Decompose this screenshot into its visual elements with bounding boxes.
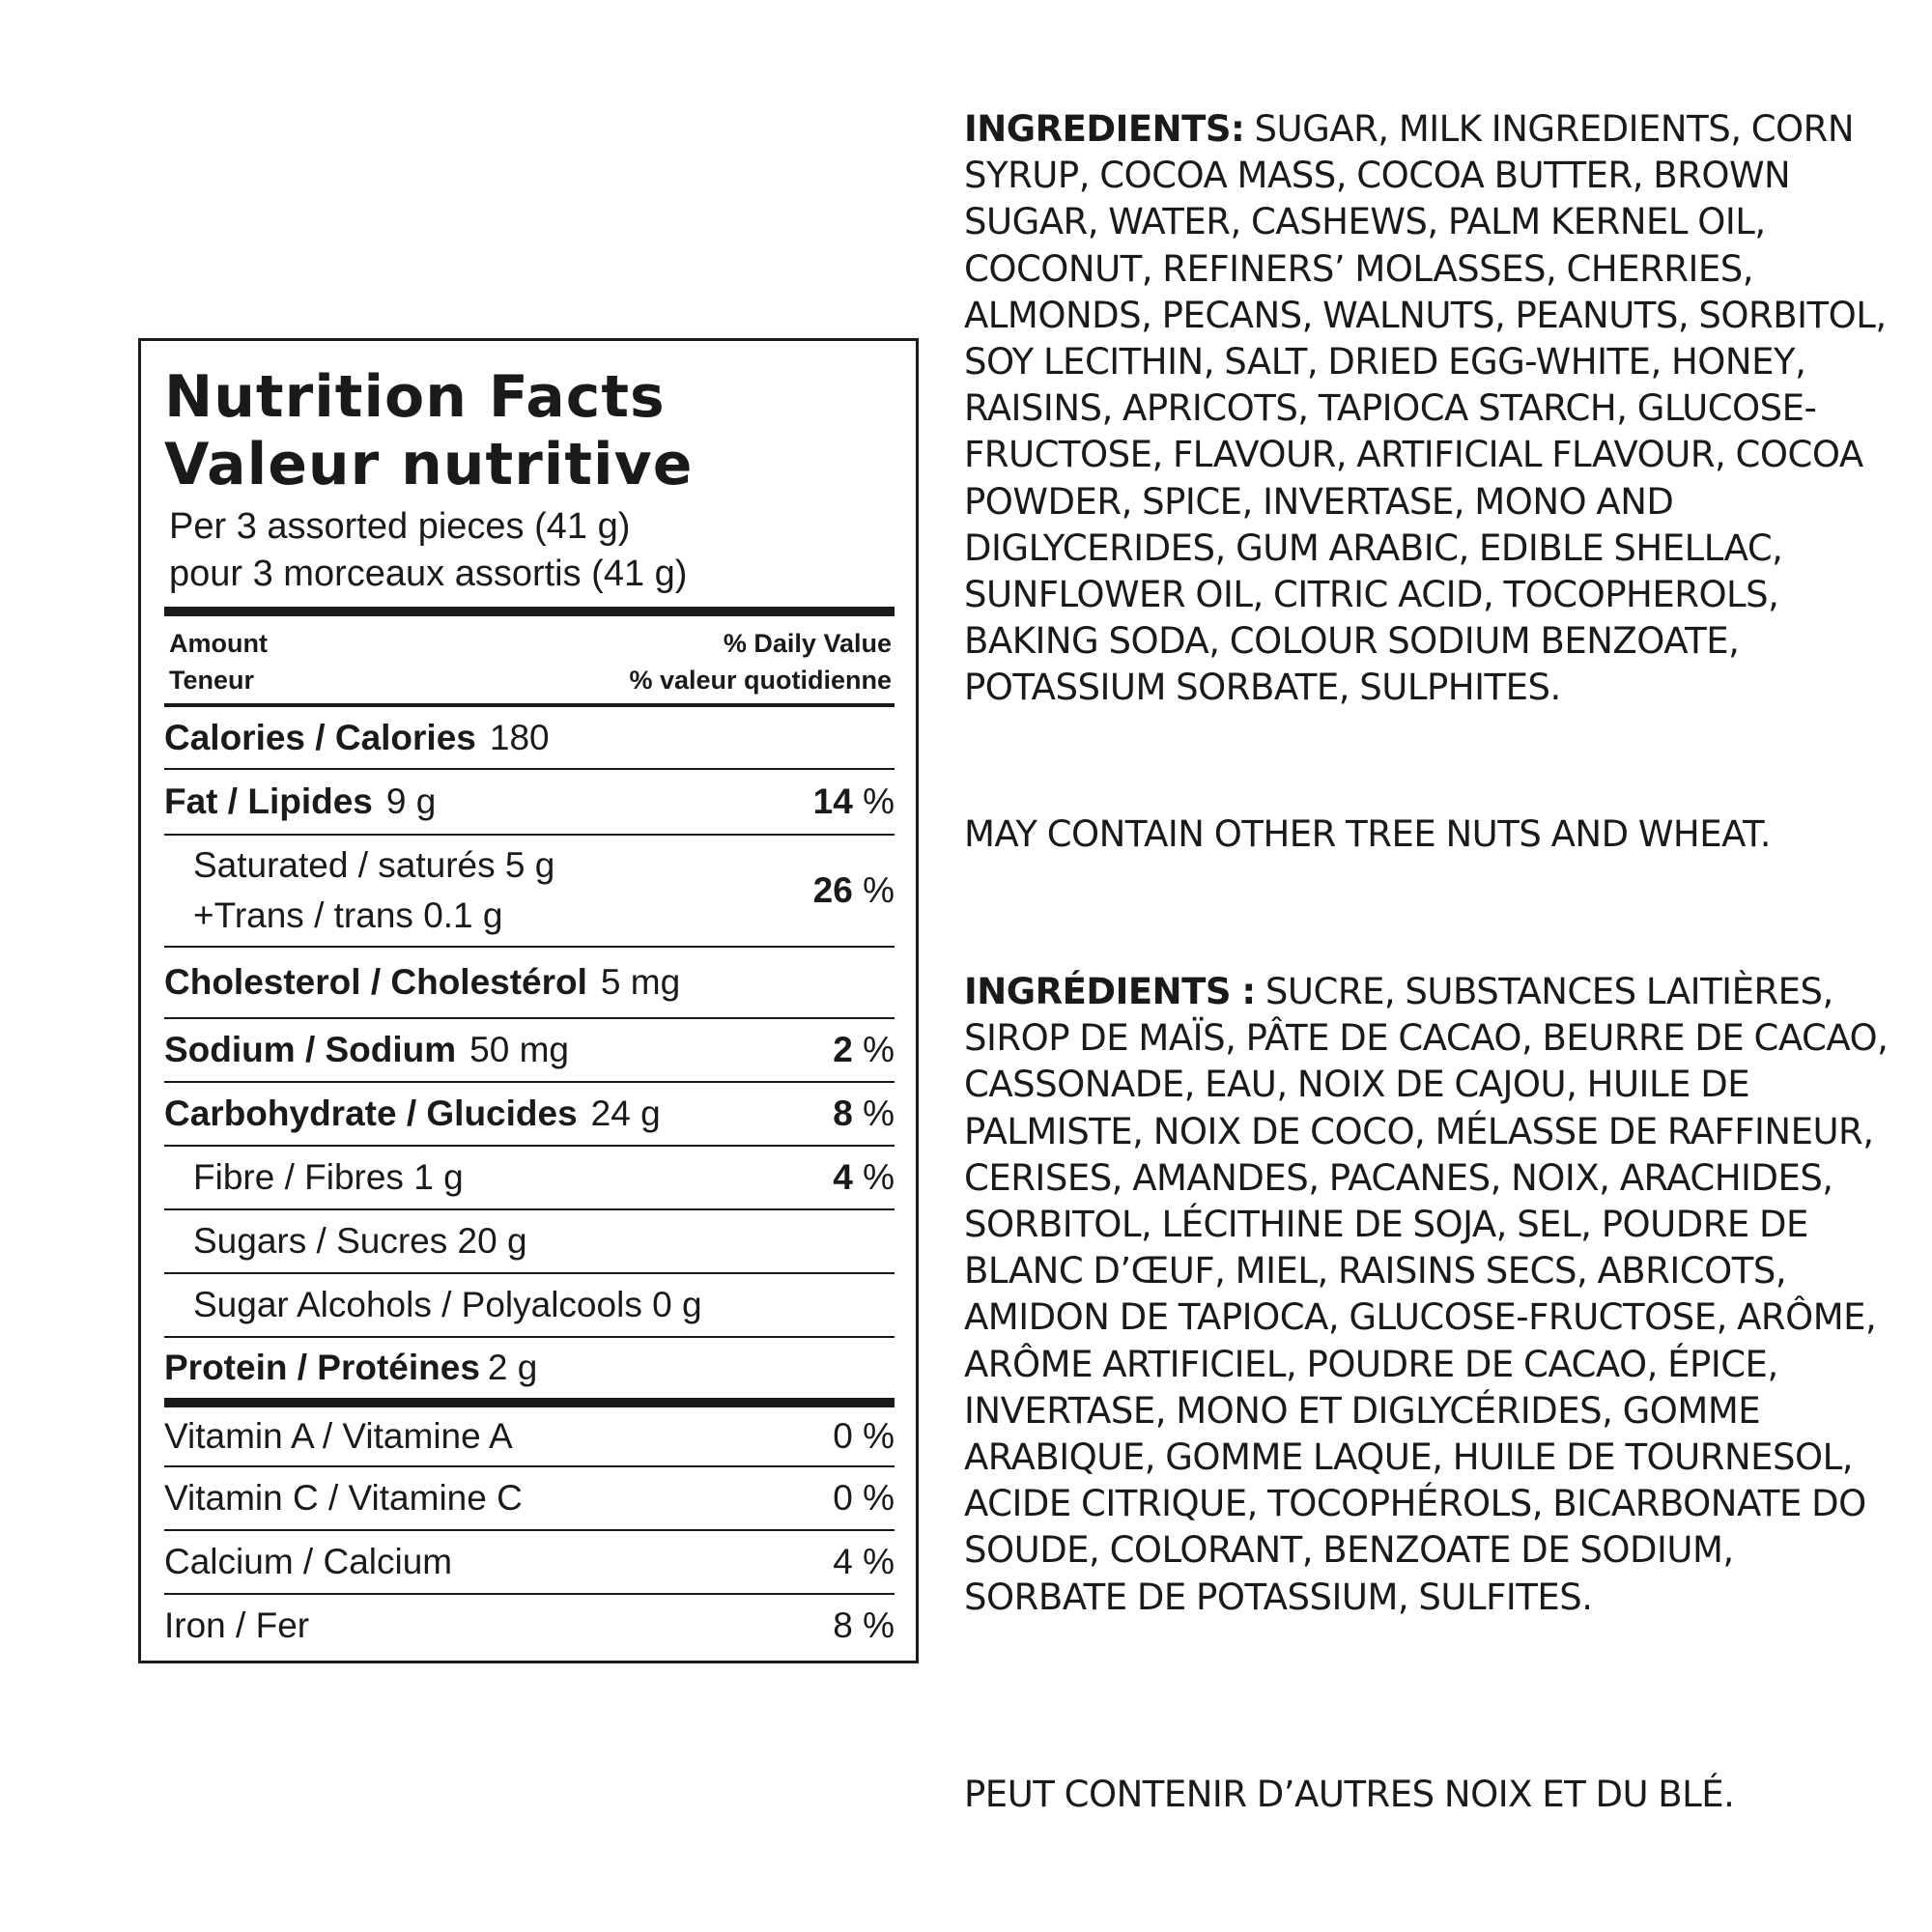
sugar-alcohols-row: [164, 1274, 895, 1336]
sodium-daily-value: 2 %: [833, 1030, 895, 1069]
nutrition-facts-panel: [138, 338, 919, 1663]
vitamin-label: Iron / Fer: [164, 1605, 310, 1645]
carbohydrate-label: Carbohydrate / Glucides: [164, 1094, 578, 1133]
calories-amount: 180: [489, 718, 550, 757]
serving-size-en: Per 3 assorted pieces (41 g): [169, 506, 631, 547]
serving-size-fr: pour 3 morceaux assortis (41 g): [169, 554, 688, 594]
saturated-label: Saturated / saturés 5 g: [193, 845, 555, 885]
ingredients-label-en: INGREDIENTS:: [964, 108, 1245, 150]
fibre-label: Fibre / Fibres 1 g: [193, 1157, 464, 1197]
fat-amount: 9 g: [385, 781, 437, 821]
sugars-label: Sugars / Sucres 20 g: [193, 1221, 527, 1261]
cholesterol-label: Cholesterol / Cholestérol: [164, 962, 587, 1002]
sodium-amount: 50 mg: [469, 1030, 570, 1069]
header-divider: [164, 703, 895, 707]
vitamin-daily-value: 4 %: [833, 1542, 895, 1581]
vitamin-row: [164, 1467, 895, 1529]
vitamin-label: Vitamin C / Vitamine C: [164, 1478, 523, 1518]
sodium-label: Sodium / Sodium: [164, 1030, 457, 1069]
protein-row: [164, 1338, 895, 1398]
ingredients-english: [964, 106, 1891, 712]
fat-daily-value: 14 %: [812, 781, 895, 821]
daily-value-header-fr: % valeur quotidienne: [629, 666, 892, 695]
ingredients-text-fr: SUCRE, SUBSTANCES LAITIÈRES, SIROP DE MAÏS, PÂTE DE CACAO, BEURRE DE CACAO, CASSONADE, EAU, NOIX DE CAJOU, HUILE DE PALMISTE, NOIX DE COCO, MÉLASSE DE RAFFINEUR, CERISES, AMANDES, PACANES, NOIX, ARACHIDES, SORBITOL, LÉCITHINE DE SOJA, SEL, POUDRE DE BLANC D’ŒUF, MIEL, RAISINS SECS, ABRICOTS, AMIDON DE TAPIOCA, GLUCOSE-FRUCTOSE, ARÔME, ARÔME ARTIFICIEL, POUDRE DE CACAO, ÉPICE, INVERTASE, MONO ET DIGLYCÉRIDES, GOMME ARABIQUE, GOMME LAQUE, HUILE DE TOURNESOL, ACIDE CITRIQUE, TOCOPHÉROLS, BICARBONATE DO SOUDE, COLORANT, BENZOATE DE SODIUM, SORBATE DE POTASSIUM, SULFITES.: [964, 971, 1889, 1618]
calories-row: [164, 708, 895, 768]
sugars-row: [164, 1210, 895, 1272]
ingredients-french: [964, 969, 1891, 1621]
amount-header-fr: Teneur: [169, 666, 255, 695]
saturated-daily-value: 26 %: [812, 870, 895, 910]
fibre-row: [164, 1147, 895, 1208]
vitamin-daily-value: 0 %: [833, 1416, 895, 1456]
protein-amount: 2 g: [487, 1348, 538, 1387]
ingredients-text-en: SUGAR, MILK INGREDIENTS, CORN SYRUP, COCOA MASS, COCOA BUTTER, BROWN SUGAR, WATER, CASHEWS, PALM KERNEL OIL, COCONUT, REFINERS’ MOLASSES, CHERRIES, ALMONDS, PECANS, WALNUTS, PEANUTS, SORBITOL, SOY LECITHIN, SALT, DRIED EGG-WHITE, HONEY, RAISINS, APRICOTS, TAPIOCA STARCH, GLUCOSE-FRUCTOSE, FLAVOUR, ARTIFICIAL FLAVOUR, COCOA POWDER, SPICE, INVERTASE, MONO AND DIGLYCERIDES, GUM ARABIC, EDIBLE SHELLAC, SUNFLOWER OIL, CITRIC ACID, TOCOPHEROLS, BAKING SODA, COLOUR SODIUM BENZOATE, POTASSIUM SORBATE, SULPHITES.: [964, 108, 1887, 709]
vitamin-daily-value: 0 %: [833, 1478, 895, 1518]
vitamin-daily-value: 8 %: [833, 1605, 895, 1645]
allergen-warning-en: MAY CONTAIN OTHER TREE NUTS AND WHEAT.: [964, 813, 1772, 855]
thick-divider: [164, 607, 895, 616]
amount-header-en: Amount: [169, 629, 268, 658]
saturated-trans-row: [164, 836, 895, 946]
thick-divider: [164, 1398, 895, 1407]
cholesterol-row: [164, 948, 895, 1017]
vitamin-row: [164, 1595, 895, 1657]
carbohydrate-daily-value: 8 %: [833, 1094, 895, 1133]
carbohydrate-row: [164, 1083, 895, 1145]
ingredients-label-fr: INGRÉDIENTS :: [964, 971, 1256, 1012]
trans-label: +Trans / trans 0.1 g: [193, 895, 503, 935]
vitamin-row: [164, 1407, 895, 1465]
vitamin-label: Vitamin A / Vitamine A: [164, 1416, 513, 1456]
fibre-daily-value: 4 %: [833, 1157, 895, 1197]
sugar-alcohols-label: Sugar Alcohols / Polyalcools 0 g: [193, 1285, 702, 1324]
carbohydrate-amount: 24 g: [590, 1094, 661, 1133]
fat-label: Fat / Lipides: [164, 781, 373, 821]
cholesterol-amount: 5 mg: [600, 962, 681, 1002]
protein-label: Protein / Protéines: [164, 1348, 480, 1387]
vitamin-row: [164, 1531, 895, 1593]
nutrition-title-en: Nutrition Facts: [164, 363, 666, 431]
sodium-row: [164, 1019, 895, 1081]
allergen-warning-fr: PEUT CONTENIR D’AUTRES NOIX ET DU BLÉ.: [964, 1774, 1735, 1815]
nutrition-title-fr: Valeur nutritive: [164, 431, 694, 498]
daily-value-header-en: % Daily Value: [723, 629, 892, 658]
calories-label: Calories / Calories: [164, 718, 476, 757]
fat-row: [164, 770, 895, 834]
vitamin-label: Calcium / Calcium: [164, 1542, 453, 1581]
